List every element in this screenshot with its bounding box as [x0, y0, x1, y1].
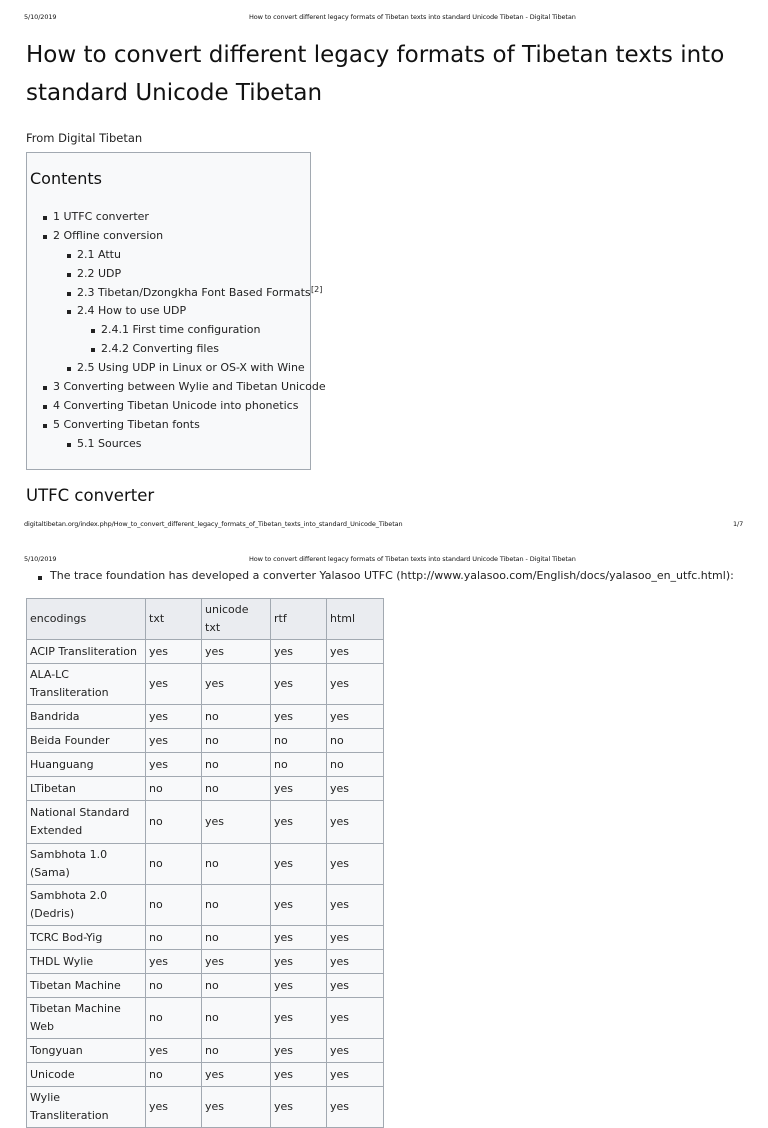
support-cell: yes — [327, 998, 384, 1039]
toc-bullet — [67, 292, 71, 296]
support-cell: no — [146, 885, 202, 926]
support-cell: yes — [271, 1039, 327, 1063]
encoding-name-cell: ALA-LC Transliteration — [27, 664, 146, 705]
toc-bullet — [67, 310, 71, 314]
table-row — [27, 664, 384, 705]
support-cell: no — [146, 998, 202, 1039]
support-cell: yes — [202, 1087, 271, 1128]
support-cell: yes — [202, 950, 271, 974]
support-cell: yes — [271, 998, 327, 1039]
table-row — [27, 705, 384, 729]
encoding-name-cell: Tongyuan — [27, 1039, 146, 1063]
table-row — [27, 729, 384, 753]
support-cell: yes — [146, 640, 202, 664]
support-cell: no — [146, 926, 202, 950]
toc-bullet — [43, 216, 47, 220]
table-row — [27, 640, 384, 664]
table-row — [27, 1087, 384, 1128]
table-row — [27, 926, 384, 950]
toc-bullet — [67, 367, 71, 371]
toc-item-label[interactable]: 5.1 Sources — [77, 436, 142, 450]
support-cell: yes — [327, 1087, 384, 1128]
encoding-name-cell: THDL Wylie — [27, 950, 146, 974]
table-row — [27, 885, 384, 926]
support-cell: no — [202, 926, 271, 950]
encoding-name-cell: Huanguang — [27, 753, 146, 777]
support-cell: no — [202, 974, 271, 998]
toc-bullet — [43, 235, 47, 239]
support-cell: yes — [146, 1087, 202, 1128]
table-row — [27, 753, 384, 777]
support-cell: yes — [146, 950, 202, 974]
from-line: From Digital Tibetan — [26, 131, 143, 145]
toc-item-label[interactable]: 2.4.2 Converting files — [101, 342, 219, 356]
toc-bullet — [91, 329, 95, 333]
table-row — [27, 998, 384, 1039]
encoding-name-cell: LTibetan — [27, 777, 146, 801]
toc-item-label[interactable]: 1 UTFC converter — [53, 210, 149, 223]
toc-bullet — [43, 405, 47, 409]
print-header-title: How to convert different legacy formats of Tibetan texts into standard Unicode Tibetan - Digital Tibetan — [249, 13, 576, 21]
encoding-name-cell: Bandrida — [27, 705, 146, 729]
toc-title: Contents — [30, 169, 102, 188]
print-footer-url: digitaltibetan.org/index.php/How_to_convert_different_legacy_formats_of_Tibetan_texts_into_standard_Unicode_Tibetan — [24, 520, 403, 528]
print-header-date: 5/10/2019 — [24, 13, 57, 21]
encoding-name-cell: Sambhota 1.0 (Sama) — [27, 844, 146, 885]
support-cell: yes — [146, 753, 202, 777]
toc-bullet — [67, 443, 71, 447]
support-cell: yes — [271, 926, 327, 950]
encoding-name-cell: Tibetan Machine Web — [27, 998, 146, 1039]
support-cell: yes — [271, 801, 327, 844]
support-cell: yes — [327, 664, 384, 705]
support-cell: yes — [271, 1087, 327, 1128]
support-cell: no — [202, 777, 271, 801]
toc-bullet — [43, 424, 47, 428]
toc-item-label[interactable]: 2 Offline conversion — [53, 228, 164, 242]
table-row — [27, 950, 384, 974]
encoding-name-cell: TCRC Bod-Yig — [27, 926, 146, 950]
column-header: rtf — [271, 599, 327, 640]
toc-bullet — [43, 386, 47, 390]
print-header-date-page2: 5/10/2019 — [24, 555, 57, 563]
support-cell: yes — [327, 974, 384, 998]
toc-bullet — [91, 348, 95, 352]
support-cell: no — [146, 801, 202, 844]
support-cell: yes — [202, 1063, 271, 1087]
toc-item-label[interactable]: 5 Converting Tibetan fonts — [53, 417, 200, 431]
table-row — [27, 1039, 384, 1063]
support-cell: yes — [146, 729, 202, 753]
support-cell: no — [327, 729, 384, 753]
toc-bullet — [67, 273, 71, 277]
support-cell: no — [202, 705, 271, 729]
support-cell: yes — [327, 1039, 384, 1063]
support-cell: yes — [271, 885, 327, 926]
support-cell: yes — [202, 664, 271, 705]
support-cell: yes — [327, 640, 384, 664]
encoding-name-cell: Unicode — [27, 1063, 146, 1087]
support-cell: yes — [202, 640, 271, 664]
toc-item-label[interactable]: 4 Converting Tibetan Unicode into phonetics — [53, 398, 299, 412]
support-cell: yes — [327, 950, 384, 974]
support-cell: yes — [271, 640, 327, 664]
table-header-row — [27, 599, 384, 640]
encoding-name-cell: Beida Founder — [27, 729, 146, 753]
support-cell: yes — [327, 777, 384, 801]
support-cell: yes — [327, 885, 384, 926]
toc-item-label[interactable]: 2.1 Attu — [77, 247, 121, 261]
print-footer-page: 1/7 — [733, 520, 744, 528]
toc-item-label[interactable]: 2.3 Tibetan/Dzongkha Font Based Formats — [77, 285, 311, 299]
toc-item-label[interactable]: 2.4.1 First time configuration — [101, 323, 261, 337]
encoding-name-cell: Tibetan Machine — [27, 974, 146, 998]
table-row — [27, 844, 384, 885]
encoding-name-cell: Sambhota 2.0 (Dedris) — [27, 885, 146, 926]
support-cell: yes — [146, 1039, 202, 1063]
table-row — [27, 801, 384, 844]
table-row — [27, 1063, 384, 1087]
toc-item-label[interactable]: 3 Converting between Wylie and Tibetan Unicode — [53, 380, 326, 394]
support-cell: yes — [271, 664, 327, 705]
toc-item-reference[interactable]: [2] — [311, 284, 323, 294]
support-cell: no — [202, 844, 271, 885]
support-cell: yes — [327, 705, 384, 729]
support-cell: no — [271, 753, 327, 777]
print-header-title-page2: How to convert different legacy formats of Tibetan texts into standard Unicode Tibetan - Digital Tibetan — [249, 555, 576, 563]
toc-item-label[interactable]: 2.5 Using UDP in Linux or OS-X with Wine — [77, 361, 305, 375]
table-of-contents — [26, 152, 326, 470]
support-cell: yes — [271, 1063, 327, 1087]
encoding-name-cell: National Standard Extended — [27, 801, 146, 844]
support-cell: yes — [327, 926, 384, 950]
page-title: How to convert different legacy formats of Tibetan texts into standard Unicode Tibetan — [26, 42, 725, 106]
toc-item-label[interactable]: 2.4 How to use UDP — [77, 304, 187, 318]
list-bullet — [38, 576, 42, 580]
toc-bullet — [67, 254, 71, 258]
support-cell: no — [202, 1039, 271, 1063]
column-header: txt — [146, 599, 202, 640]
support-cell: no — [146, 1063, 202, 1087]
support-cell: yes — [146, 705, 202, 729]
support-cell: no — [327, 753, 384, 777]
support-cell: yes — [327, 844, 384, 885]
support-cell: no — [202, 753, 271, 777]
toc-item-label[interactable]: 2.2 UDP — [77, 266, 122, 280]
column-header: encodings — [27, 599, 146, 640]
column-header: html — [327, 599, 384, 640]
support-cell: yes — [271, 705, 327, 729]
intro-text: The trace foundation has developed a converter Yalasoo UTFC (http://www.yalasoo.com/English/docs/yalasoo_en_utfc.html): — [50, 569, 734, 582]
support-cell: yes — [202, 801, 271, 844]
support-cell: no — [202, 729, 271, 753]
support-cell: yes — [271, 974, 327, 998]
support-cell: no — [271, 729, 327, 753]
support-cell: no — [202, 885, 271, 926]
support-cell: yes — [271, 950, 327, 974]
table-row — [27, 777, 384, 801]
section-heading-utfc: UTFC converter — [26, 486, 155, 505]
support-cell: yes — [327, 801, 384, 844]
support-cell: yes — [271, 777, 327, 801]
support-cell: no — [146, 777, 202, 801]
encodings-table — [26, 598, 384, 1128]
encoding-name-cell: Wylie Transliteration — [27, 1087, 146, 1128]
table-row — [27, 974, 384, 998]
support-cell: no — [146, 974, 202, 998]
support-cell: yes — [327, 1063, 384, 1087]
support-cell: no — [202, 998, 271, 1039]
column-header: unicode txt — [202, 599, 271, 640]
support-cell: yes — [271, 844, 327, 885]
support-cell: no — [146, 844, 202, 885]
encoding-name-cell: ACIP Transliteration — [27, 640, 146, 664]
support-cell: yes — [146, 664, 202, 705]
